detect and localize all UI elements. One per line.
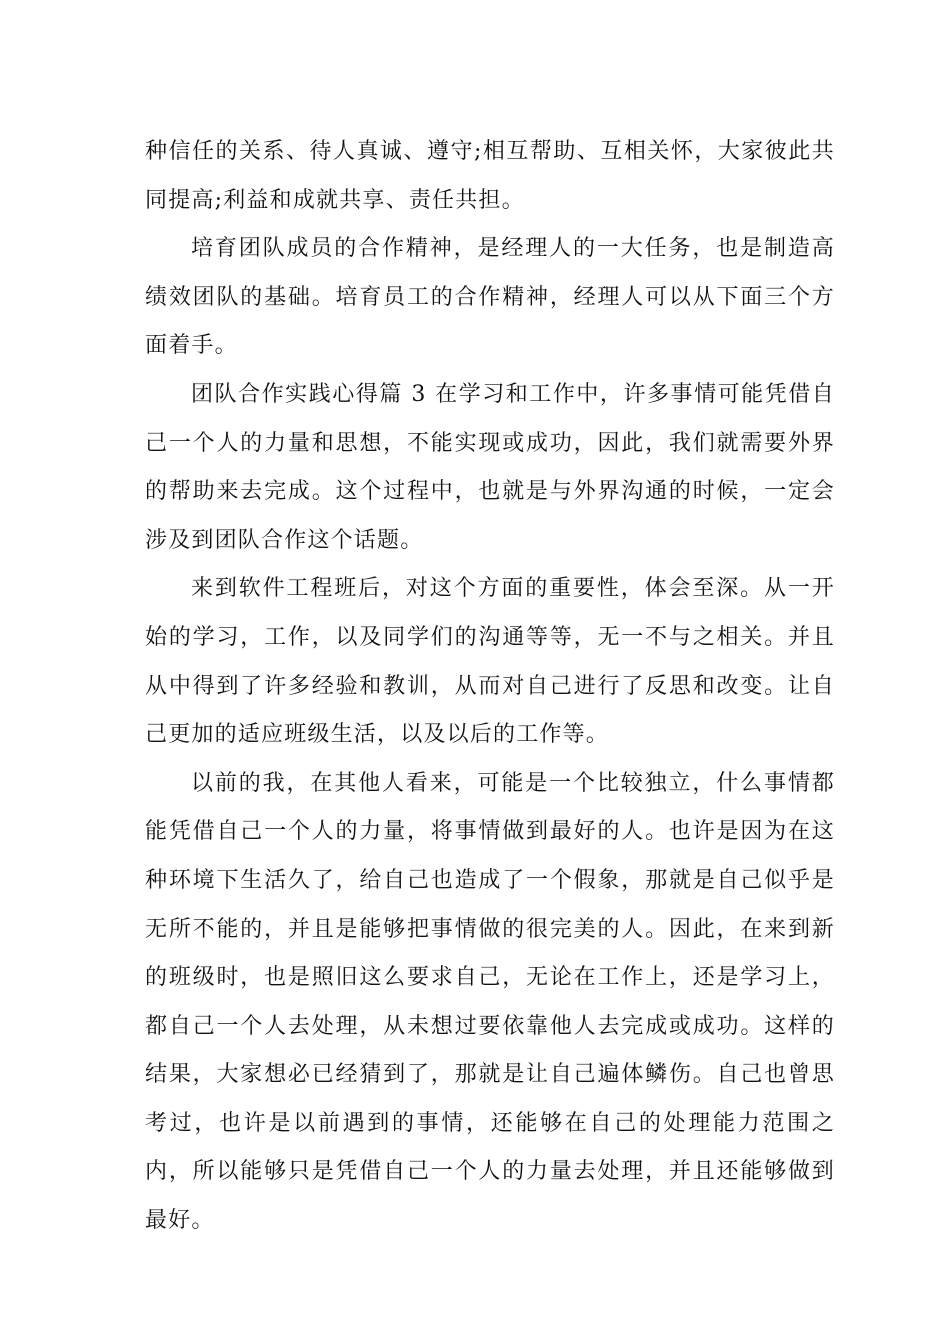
paragraph-software-class: 来到软件工程班后，对这个方面的重要性，体会至深。从一开始的学习，工作，以及同学们的沟通等等，无一不与之相关。并且从中得到了许多经验和教训，从而对自己进行了反思和改变。让自己更加的适应班级生活，以及以后的工作等。 bbox=[145, 576, 835, 748]
paragraph-experience-3: 团队合作实践心得篇 3 在学习和工作中，许多事情可能凭借自己一个人的力量和思想，不能实现或成功，因此，我们就需要外界的帮助来去完成。这个过程中，也就是与外界沟通的时候，一定会涉及到团队合作这个话题。 bbox=[145, 381, 835, 553]
paragraph-continuation: 种信任的关系、待人真诚、遵守;相互帮助、互相关怀，大家彼此共同提高;利益和成就共享、责任共担。 bbox=[145, 139, 835, 213]
paragraph-team-spirit: 培育团队成员的合作精神，是经理人的一大任务，也是制造高绩效团队的基础。培育员工的合作精神，经理人可以从下面三个方面着手。 bbox=[145, 236, 835, 359]
document-body bbox=[145, 128, 835, 1246]
paragraph-past-self: 以前的我，在其他人看来，可能是一个比较独立，什么事情都能凭借自己一个人的力量，将事情做到最好的人。也许是因为在这种环境下生活久了，给自己也造成了一个假象，那就是自己似乎是无所不能的，并且是能够把事情做的很完美的人。因此，在来到新的班级时，也是照旧这么要求自己，无论在工作上，还是学习上，都自己一个人去处理，从未想过要依靠他人去完成或成功。这样的结果，大家想必已经猜到了，那就是让自己遍体鳞伤。自己也曾思考过，也许是以前遇到的事情，还能够在自己的处理能力范围之内，所以能够只是凭借自己一个人的力量去处理，并且还能够做到最好。 bbox=[145, 770, 835, 1234]
